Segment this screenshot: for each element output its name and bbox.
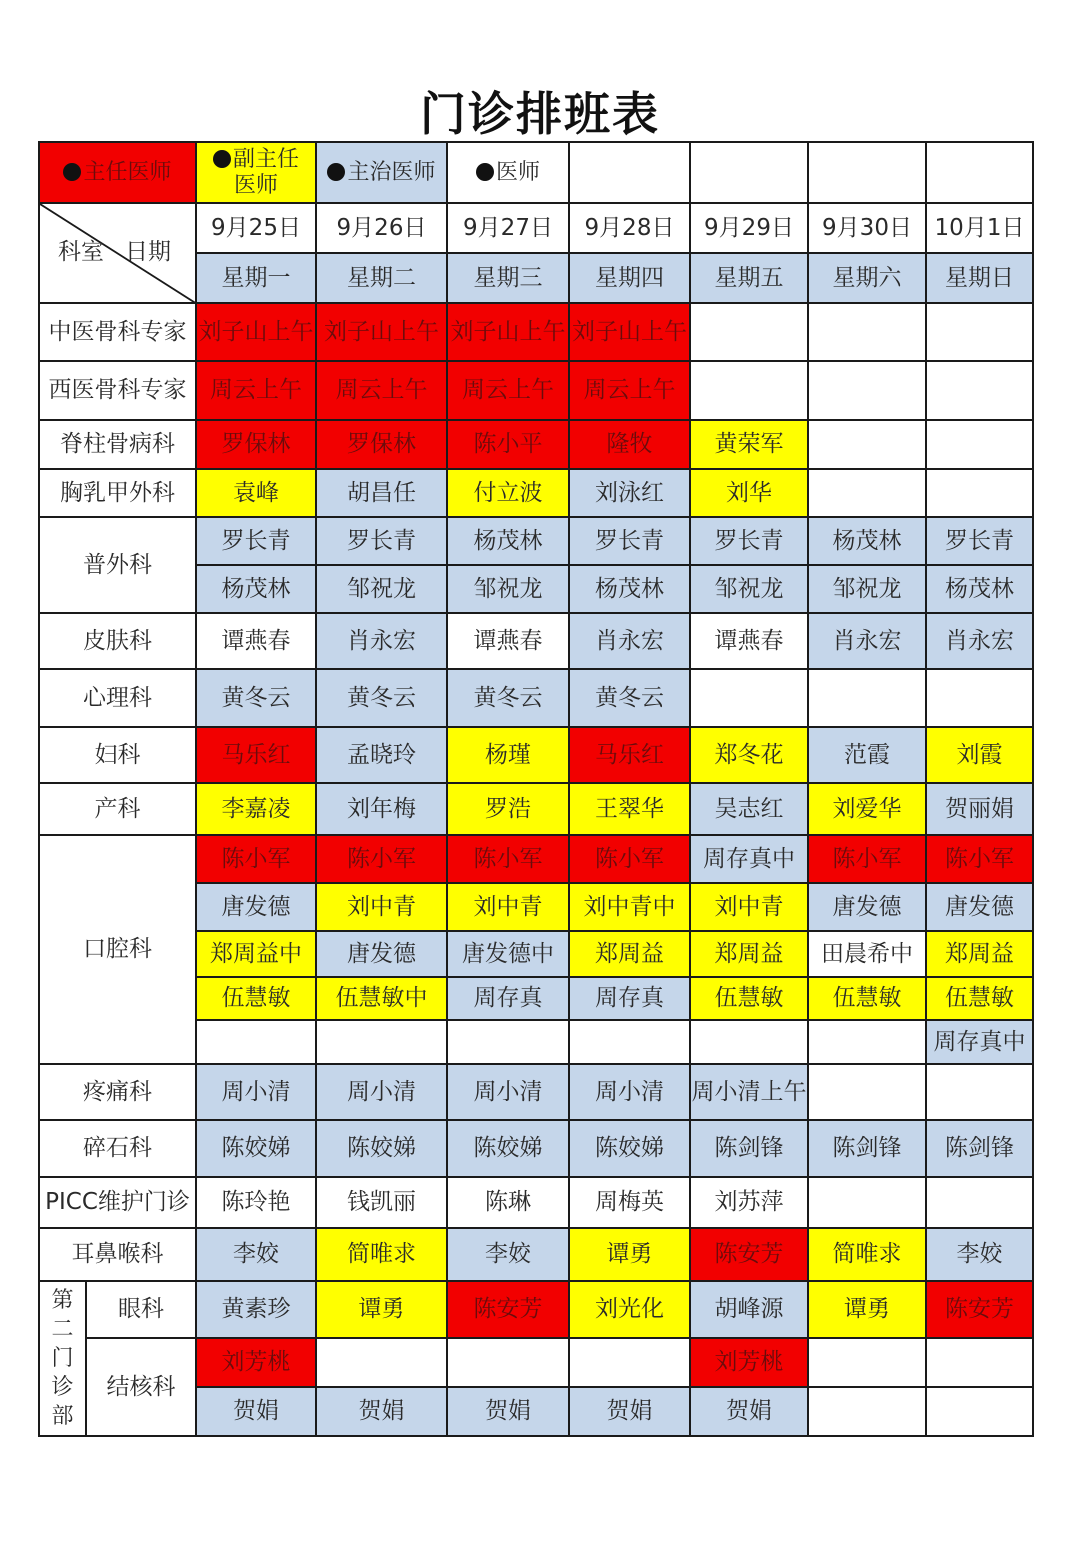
schedule-cell: 陈琳 xyxy=(447,1177,569,1228)
schedule-row xyxy=(39,613,1033,669)
schedule-cell: 贺娟 xyxy=(316,1387,447,1436)
schedule-cell: 周梅英 xyxy=(569,1177,690,1228)
schedule-cell: 罗长青 xyxy=(926,517,1033,565)
schedule-cell: 王翠华 xyxy=(569,783,690,835)
schedule-row xyxy=(39,727,1033,783)
schedule-cell: 邹祝龙 xyxy=(316,565,447,613)
schedule-cell: 陈剑锋 xyxy=(808,1120,926,1177)
legend-row xyxy=(39,142,1033,203)
empty-cell xyxy=(808,1338,926,1387)
empty-cell xyxy=(447,1338,569,1387)
schedule-cell: 唐发德 xyxy=(316,931,447,977)
schedule-cell: 杨瑾 xyxy=(447,727,569,783)
date-header: 9月27日 xyxy=(447,203,569,253)
schedule-cell: 陈小平 xyxy=(447,420,569,469)
schedule-cell: 陈安芳 xyxy=(690,1228,808,1281)
corner-header xyxy=(39,203,196,303)
schedule-cell: 吴志红 xyxy=(690,783,808,835)
schedule-cell: 黄冬云 xyxy=(569,669,690,727)
schedule-cell: 刘子山上午 xyxy=(316,303,447,361)
schedule-row xyxy=(39,361,1033,420)
label-char: 门 xyxy=(51,1345,74,1371)
schedule-cell: 罗保林 xyxy=(196,420,316,469)
schedule-cell: 肖永宏 xyxy=(808,613,926,669)
bullet-icon xyxy=(213,150,231,168)
schedule-cell: 贺娟 xyxy=(690,1387,808,1436)
schedule-cell: 李嘉凌 xyxy=(196,783,316,835)
schedule-cell: 陈玲艳 xyxy=(196,1177,316,1228)
empty-cell xyxy=(569,1020,690,1064)
empty-cell xyxy=(808,1177,926,1228)
legend-label: 医师 xyxy=(233,172,278,198)
schedule-cell: 刘苏萍 xyxy=(690,1177,808,1228)
department-name: 中医骨科专家 xyxy=(39,303,196,361)
empty-cell xyxy=(808,1020,926,1064)
schedule-cell: 谭燕春 xyxy=(690,613,808,669)
bullet-icon xyxy=(327,163,345,181)
schedule-cell: 隆牧 xyxy=(569,420,690,469)
schedule-cell: 谭燕春 xyxy=(196,613,316,669)
empty-cell xyxy=(926,420,1033,469)
schedule-cell: 郑周益 xyxy=(569,931,690,977)
schedule-cell: 刘中青中 xyxy=(569,883,690,931)
weekday-header: 星期一 xyxy=(196,253,316,303)
empty-cell xyxy=(926,1387,1033,1436)
legend-label: 副主任 xyxy=(232,147,299,173)
schedule-cell: 周小清 xyxy=(196,1064,316,1120)
schedule-cell: 刘泳红 xyxy=(569,469,690,517)
schedule-cell: 杨茂林 xyxy=(196,565,316,613)
schedule-cell: 刘子山上午 xyxy=(196,303,316,361)
schedule-cell: 谭勇 xyxy=(316,1281,447,1338)
weekday-header: 星期二 xyxy=(316,253,447,303)
schedule-cell: 马乐红 xyxy=(569,727,690,783)
schedule-cell: 陈姣娣 xyxy=(316,1120,447,1177)
schedule-cell: 钱凯丽 xyxy=(316,1177,447,1228)
empty-cell xyxy=(926,142,1033,203)
schedule-cell: 唐发德中 xyxy=(447,931,569,977)
dept-axis-label: 科室 xyxy=(58,239,104,265)
schedule-cell: 刘芳桃 xyxy=(690,1338,808,1387)
legend-item xyxy=(196,142,316,203)
schedule-cell: 黄素珍 xyxy=(196,1281,316,1338)
schedule-cell: 陈小军 xyxy=(196,835,316,883)
schedule-cell: 陈剑锋 xyxy=(690,1120,808,1177)
empty-cell xyxy=(926,469,1033,517)
schedule-cell: 刘华 xyxy=(690,469,808,517)
bullet-icon xyxy=(63,163,81,181)
schedule-cell: 罗长青 xyxy=(690,517,808,565)
schedule-row xyxy=(39,420,1033,469)
schedule-cell: 范霞 xyxy=(808,727,926,783)
department-name: 耳鼻喉科 xyxy=(39,1228,196,1281)
schedule-cell: 刘子山上午 xyxy=(569,303,690,361)
schedule-cell: 陈姣娣 xyxy=(569,1120,690,1177)
schedule-cell: 杨茂林 xyxy=(447,517,569,565)
schedule-cell: 邹祝龙 xyxy=(808,565,926,613)
empty-cell xyxy=(926,303,1033,361)
schedule-cell: 刘爱华 xyxy=(808,783,926,835)
schedule-row xyxy=(39,835,1033,883)
schedule-cell: 马乐红 xyxy=(196,727,316,783)
schedule-cell: 罗长青 xyxy=(316,517,447,565)
empty-cell xyxy=(808,142,926,203)
weekday-header: 星期四 xyxy=(569,253,690,303)
legend-item xyxy=(447,142,569,203)
second-outpatient-label xyxy=(39,1281,86,1436)
schedule-cell: 唐发德 xyxy=(808,883,926,931)
schedule-cell: 刘年梅 xyxy=(316,783,447,835)
empty-cell xyxy=(808,420,926,469)
schedule-cell: 罗浩 xyxy=(447,783,569,835)
schedule-row xyxy=(39,517,1033,565)
schedule-cell: 陈安芳 xyxy=(447,1281,569,1338)
schedule-cell: 伍慧敏中 xyxy=(316,977,447,1020)
page-title: 门诊排班表 xyxy=(420,87,660,141)
empty-cell xyxy=(690,361,808,420)
legend-label: 主任医师 xyxy=(83,159,172,185)
date-header: 9月25日 xyxy=(196,203,316,253)
schedule-cell: 李姣 xyxy=(447,1228,569,1281)
empty-cell xyxy=(316,1020,447,1064)
schedule-cell: 陈小军 xyxy=(808,835,926,883)
department-name: 口腔科 xyxy=(39,835,196,1064)
schedule-cell: 陈剑锋 xyxy=(926,1120,1033,1177)
schedule-row xyxy=(39,1120,1033,1177)
schedule-cell: 罗保林 xyxy=(316,420,447,469)
legend-label: 主治医师 xyxy=(347,159,436,185)
department-name: PICC维护门诊 xyxy=(39,1177,196,1228)
date-header: 9月28日 xyxy=(569,203,690,253)
schedule-cell: 杨茂林 xyxy=(569,565,690,613)
schedule-cell: 简唯求 xyxy=(316,1228,447,1281)
schedule-cell: 孟晓玲 xyxy=(316,727,447,783)
schedule-cell: 陈安芳 xyxy=(926,1281,1033,1338)
schedule-cell: 刘中青 xyxy=(316,883,447,931)
empty-cell xyxy=(690,142,808,203)
schedule-cell: 郑冬花 xyxy=(690,727,808,783)
legend-item xyxy=(316,142,447,203)
schedule-cell: 周存真 xyxy=(447,977,569,1020)
schedule-table xyxy=(38,141,1034,1437)
schedule-cell: 陈姣娣 xyxy=(447,1120,569,1177)
schedule-cell: 贺丽娟 xyxy=(926,783,1033,835)
schedule-cell: 周小清 xyxy=(447,1064,569,1120)
weekday-header: 星期五 xyxy=(690,253,808,303)
schedule-cell: 唐发德 xyxy=(196,883,316,931)
date-header: 10月1日 xyxy=(926,203,1033,253)
schedule-cell: 周小清 xyxy=(569,1064,690,1120)
date-header: 9月26日 xyxy=(316,203,447,253)
date-header: 9月30日 xyxy=(808,203,926,253)
schedule-cell: 刘光化 xyxy=(569,1281,690,1338)
schedule-cell: 贺娟 xyxy=(447,1387,569,1436)
empty-cell xyxy=(808,303,926,361)
schedule-row xyxy=(39,303,1033,361)
schedule-cell: 伍慧敏 xyxy=(808,977,926,1020)
schedule-cell: 刘中青 xyxy=(447,883,569,931)
empty-cell xyxy=(690,303,808,361)
schedule-cell: 李姣 xyxy=(926,1228,1033,1281)
schedule-row xyxy=(39,1338,1033,1387)
empty-cell xyxy=(690,1020,808,1064)
date-row xyxy=(39,203,1033,253)
schedule-cell: 周云上午 xyxy=(569,361,690,420)
schedule-cell: 肖永宏 xyxy=(316,613,447,669)
empty-cell xyxy=(926,1338,1033,1387)
empty-cell xyxy=(926,361,1033,420)
empty-cell xyxy=(569,142,690,203)
schedule-cell: 周存真中 xyxy=(690,835,808,883)
schedule-cell: 周存真中 xyxy=(926,1020,1033,1064)
schedule-cell: 谭勇 xyxy=(569,1228,690,1281)
schedule-cell: 周存真 xyxy=(569,977,690,1020)
department-name: 普外科 xyxy=(39,517,196,613)
schedule-cell: 田晨希中 xyxy=(808,931,926,977)
schedule-cell: 郑周益 xyxy=(690,931,808,977)
bullet-icon xyxy=(476,163,494,181)
weekday-header: 星期日 xyxy=(926,253,1033,303)
department-name: 妇科 xyxy=(39,727,196,783)
schedule-cell: 邹祝龙 xyxy=(690,565,808,613)
department-name: 心理科 xyxy=(39,669,196,727)
schedule-cell: 陈小军 xyxy=(447,835,569,883)
schedule-row xyxy=(39,469,1033,517)
schedule-cell: 邹祝龙 xyxy=(447,565,569,613)
label-char: 二 xyxy=(51,1316,74,1342)
schedule-cell: 黄冬云 xyxy=(316,669,447,727)
department-name: 西医骨科专家 xyxy=(39,361,196,420)
department-name: 眼科 xyxy=(86,1281,196,1338)
schedule-row xyxy=(39,783,1033,835)
schedule-cell: 陈小军 xyxy=(926,835,1033,883)
schedule-row xyxy=(39,1177,1033,1228)
schedule-cell: 杨茂林 xyxy=(808,517,926,565)
schedule-cell: 伍慧敏 xyxy=(926,977,1033,1020)
department-name: 脊柱骨病科 xyxy=(39,420,196,469)
legend-item xyxy=(39,142,196,203)
label-char: 第 xyxy=(51,1287,74,1313)
schedule-row xyxy=(39,1281,1033,1338)
schedule-cell: 陈小军 xyxy=(316,835,447,883)
schedule-cell: 贺娟 xyxy=(196,1387,316,1436)
schedule-cell: 陈小军 xyxy=(569,835,690,883)
schedule-cell: 罗长青 xyxy=(569,517,690,565)
schedule-cell: 周云上午 xyxy=(447,361,569,420)
empty-cell xyxy=(926,669,1033,727)
schedule-cell: 黄荣军 xyxy=(690,420,808,469)
empty-cell xyxy=(926,1064,1033,1120)
schedule-cell: 付立波 xyxy=(447,469,569,517)
schedule-cell: 肖永宏 xyxy=(926,613,1033,669)
schedule-cell: 肖永宏 xyxy=(569,613,690,669)
empty-cell xyxy=(196,1020,316,1064)
department-name: 结核科 xyxy=(86,1338,196,1436)
empty-cell xyxy=(808,361,926,420)
department-name: 胸乳甲外科 xyxy=(39,469,196,517)
date-axis-label: 日期 xyxy=(125,239,171,265)
schedule-cell: 罗长青 xyxy=(196,517,316,565)
empty-cell xyxy=(808,1064,926,1120)
empty-cell xyxy=(808,1387,926,1436)
label-char: 部 xyxy=(51,1404,74,1430)
schedule-cell: 周云上午 xyxy=(316,361,447,420)
schedule-cell: 谭燕春 xyxy=(447,613,569,669)
schedule-cell: 李姣 xyxy=(196,1228,316,1281)
schedule-row xyxy=(39,669,1033,727)
empty-cell xyxy=(447,1020,569,1064)
empty-cell xyxy=(808,469,926,517)
schedule-row xyxy=(39,1064,1033,1120)
schedule-cell: 唐发德 xyxy=(926,883,1033,931)
schedule-cell: 刘子山上午 xyxy=(447,303,569,361)
date-header: 9月29日 xyxy=(690,203,808,253)
department-name: 产科 xyxy=(39,783,196,835)
empty-cell xyxy=(316,1338,447,1387)
empty-cell xyxy=(569,1338,690,1387)
schedule-cell: 黄冬云 xyxy=(196,669,316,727)
department-name: 碎石科 xyxy=(39,1120,196,1177)
schedule-cell: 贺娟 xyxy=(569,1387,690,1436)
schedule-cell: 周云上午 xyxy=(196,361,316,420)
schedule-cell: 郑周益 xyxy=(926,931,1033,977)
schedule-cell: 刘霞 xyxy=(926,727,1033,783)
schedule-cell: 刘芳桃 xyxy=(196,1338,316,1387)
schedule-cell: 黄冬云 xyxy=(447,669,569,727)
schedule-cell: 简唯求 xyxy=(808,1228,926,1281)
schedule-cell: 周小清上午 xyxy=(690,1064,808,1120)
legend-label: 医师 xyxy=(495,159,540,185)
schedule-cell: 周小清 xyxy=(316,1064,447,1120)
schedule-cell: 袁峰 xyxy=(196,469,316,517)
label-char: 诊 xyxy=(51,1375,74,1401)
schedule-cell: 杨茂林 xyxy=(926,565,1033,613)
department-name: 疼痛科 xyxy=(39,1064,196,1120)
schedule-cell: 伍慧敏 xyxy=(690,977,808,1020)
schedule-cell: 胡昌任 xyxy=(316,469,447,517)
schedule-row xyxy=(39,1228,1033,1281)
schedule-cell: 陈姣娣 xyxy=(196,1120,316,1177)
empty-cell xyxy=(808,669,926,727)
schedule-cell: 谭勇 xyxy=(808,1281,926,1338)
empty-cell xyxy=(690,669,808,727)
weekday-header: 星期三 xyxy=(447,253,569,303)
schedule-cell: 刘中青 xyxy=(690,883,808,931)
schedule-cell: 伍慧敏 xyxy=(196,977,316,1020)
department-name: 皮肤科 xyxy=(39,613,196,669)
weekday-header: 星期六 xyxy=(808,253,926,303)
empty-cell xyxy=(926,1177,1033,1228)
schedule-cell: 郑周益中 xyxy=(196,931,316,977)
schedule-cell: 胡峰源 xyxy=(690,1281,808,1338)
